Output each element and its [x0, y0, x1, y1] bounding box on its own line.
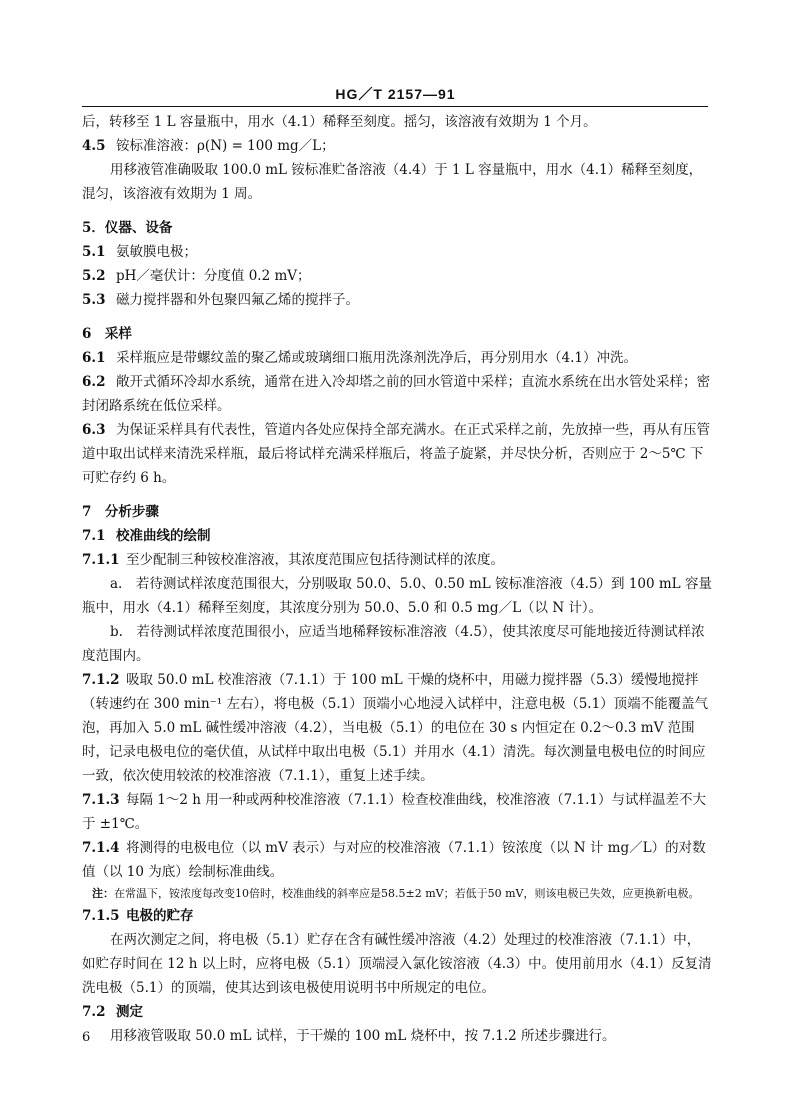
section-heading-5: 5．仪器、设备	[82, 220, 173, 236]
clause-5-3: 5.3 磁力搅拌器和外包聚四氟乙烯的搅拌子。	[82, 292, 359, 308]
clause-7-1-3: 7.1.3 每隔 1～2 h 用一种或两种校准溶液（7.1.1）检查校准曲线，校准溶液（7.1.1）与试样温差不大于 ±1℃。	[82, 792, 706, 832]
note: 注：在常温下，铵浓度每改变10倍时，校准曲线的斜率应是58.5±2 mV；若低于50 mV，则该电极已失效，应更换新电极。	[92, 887, 700, 900]
list-item-a: a. 若待测试样浓度范围很大，分别吸取 50.0、5.0、0.50 mL 铵标准溶液（4.5）到 100 mL 容量瓶中，用水（4.1）稀释至刻度，其浓度分别为 50.0、5.0 和 0.5 mg／L（以 N 计）。	[82, 576, 712, 616]
section-heading-7: 7 分析步骤	[82, 504, 159, 520]
clause-7-1-4: 7.1.4 将测得的电极电位（以 mV 表示）与对应的校准溶液（7.1.1）铵浓度（以 N 计 mg／L）的对数值（以 10 为底）绘制标准曲线。	[82, 840, 706, 880]
paragraph: 用移液管吸取 50.0 mL 试样，于干燥的 100 mL 烧杯中，按 7.1.2 所述步骤进行。	[110, 1028, 616, 1044]
clause-7-1: 7.1 校准曲线的绘制	[82, 528, 211, 544]
section-heading-6: 6 采样	[82, 326, 132, 342]
paragraph: 在两次测定之间，将电极（5.1）贮存在含有碱性缓冲溶液（4.2）处理过的校准溶液（7.1.1）中，如贮存时间在 12 h 以上时，应将电极（5.1）顶端浸入氯化铵溶液（4.3）中。使用前用水（4.1）反复清洗电极（5.1）的顶端，使其达到该电极使用说明书中所规定的电位。	[82, 932, 712, 996]
clause-7-1-1: 7.1.1 至少配制三种铵校准溶液，其浓度范围应包括待测试样的浓度。	[82, 552, 504, 568]
clause-7-1-5: 7.1.5 电极的贮存	[82, 908, 194, 924]
clause-6-3: 6.3 为保证采样具有代表性，管道内各处应保持全部充满水。在正式采样之前，先放掉一些，再从有压管道中取出试样来清洗采样瓶，最后将试样充满采样瓶后，将盖子旋紧，并尽快分析，否则应于 2～5℃ 下可贮存约 6 h。	[82, 422, 710, 486]
clause-6-2: 6.2 敞开式循环冷却水系统，通常在进入冷却塔之前的回水管道中采样；直流水系统在出水管处采样；密封闭路系统在低位采样。	[82, 374, 710, 414]
header-rule	[82, 106, 708, 107]
clause-4-5: 4.5 铵标准溶液：ρ(N) = 100 mg／L；	[82, 138, 335, 154]
document-body	[82, 110, 712, 1048]
clause-7-1-2: 7.1.2 吸取 50.0 mL 校准溶液（7.1.1）于 100 mL 干燥的烧杯中，用磁力搅拌器（5.3）缓慢地搅拌（转速约在 300 min⁻¹ 左右），将电极（5.1）顶端小心地浸入试样中，注意电极（5.1）顶端不能覆盖气泡，再加入 5.0 mL 碱性缓冲溶液（4.2），当电极（5.1）的电位在 30 s 内恒定在 0.2～0.3 mV 范围时，记录电极电位的毫伏值，从试样中取出电极（5.1）并用水（4.1）清洗。每次测量电极电位的时间应一致，依次使用较浓的校准溶液（7.1.1），重复上述手续。	[82, 672, 709, 784]
list-item-b: b. 若待测试样浓度范围很小，应适当地稀释铵标准溶液（4.5），使其浓度尽可能地接近待测试样浓度范围内。	[82, 624, 705, 664]
clause-5-1: 5.1 氨敏膜电极；	[82, 244, 197, 260]
paragraph: 后，转移至 1 L 容量瓶中，用水（4.1）稀释至刻度。摇匀，该溶液有效期为 1 个月。	[82, 114, 597, 130]
clause-7-2: 7.2 测定	[82, 1004, 143, 1020]
page-number: 6	[82, 1030, 91, 1045]
paragraph: 用移液管准确吸取 100.0 mL 铵标准贮备溶液（4.4）于 1 L 容量瓶中，用水（4.1）稀释至刻度，混匀，该溶液有效期为 1 周。	[82, 162, 703, 202]
page-header: HG／T 2157—91	[335, 86, 456, 102]
clause-6-1: 6.1 采样瓶应是带螺纹盖的聚乙烯或玻璃细口瓶用洗涤剂洗净后，再分别用水（4.1）冲洗。	[82, 350, 637, 366]
clause-5-2: 5.2 pH／毫伏计：分度值 0.2 mV；	[82, 268, 311, 284]
